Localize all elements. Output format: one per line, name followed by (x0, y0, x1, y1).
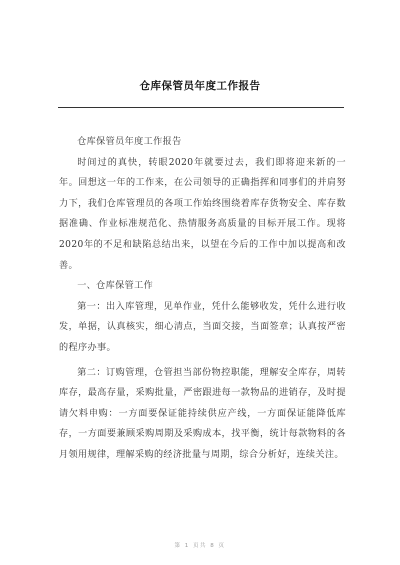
body-paragraph-first: 第一：出入库管理，见单作业，凭什么能够收发，凭什么进行收发，单据，认真核实，细心清点，当面交接，当面签章；认真按严密的程序办事。 (59, 301, 346, 353)
body-paragraph-intro: 时间过的真快，转眼2020年就要过去，我们即将迎来新的一年。回想这一年的工作来，在公司领导的正确指挥和同事们的并肩努力下，我们仓库管理员的各项工作始终围绕着库存货物安全、库存数据准确、作业标准规范化、热情服务高质量的目标开展工作。现将2020年的不足和缺陷总结出来，以望在今后的工作中加以提高和改善。 (59, 157, 346, 271)
body-heading: 仓库保管员年度工作报告 (77, 137, 182, 147)
title-divider (58, 107, 344, 108)
document-title: 仓库保管员年度工作报告 (139, 80, 261, 92)
section-heading: 一、仓库保管工作 (77, 281, 154, 292)
body-paragraph-second: 第二：订购管理，仓管担当部份物控职能，理解安全库存，周转库存，最高存量，采购批量，严密跟进每一款物品的进销存，及时提请欠料申购：一方面要保证能持续供应产线，一方面保证能降低库存，一方面要兼顾采购周期及采购成本，找平衡，统计每款物料的各月领用规律，理解采购的经济批量与周期，综合分析好，连续关注。 (59, 367, 346, 460)
document-body (59, 132, 346, 466)
page-number: 第 1 页共 8 页 (174, 543, 226, 549)
